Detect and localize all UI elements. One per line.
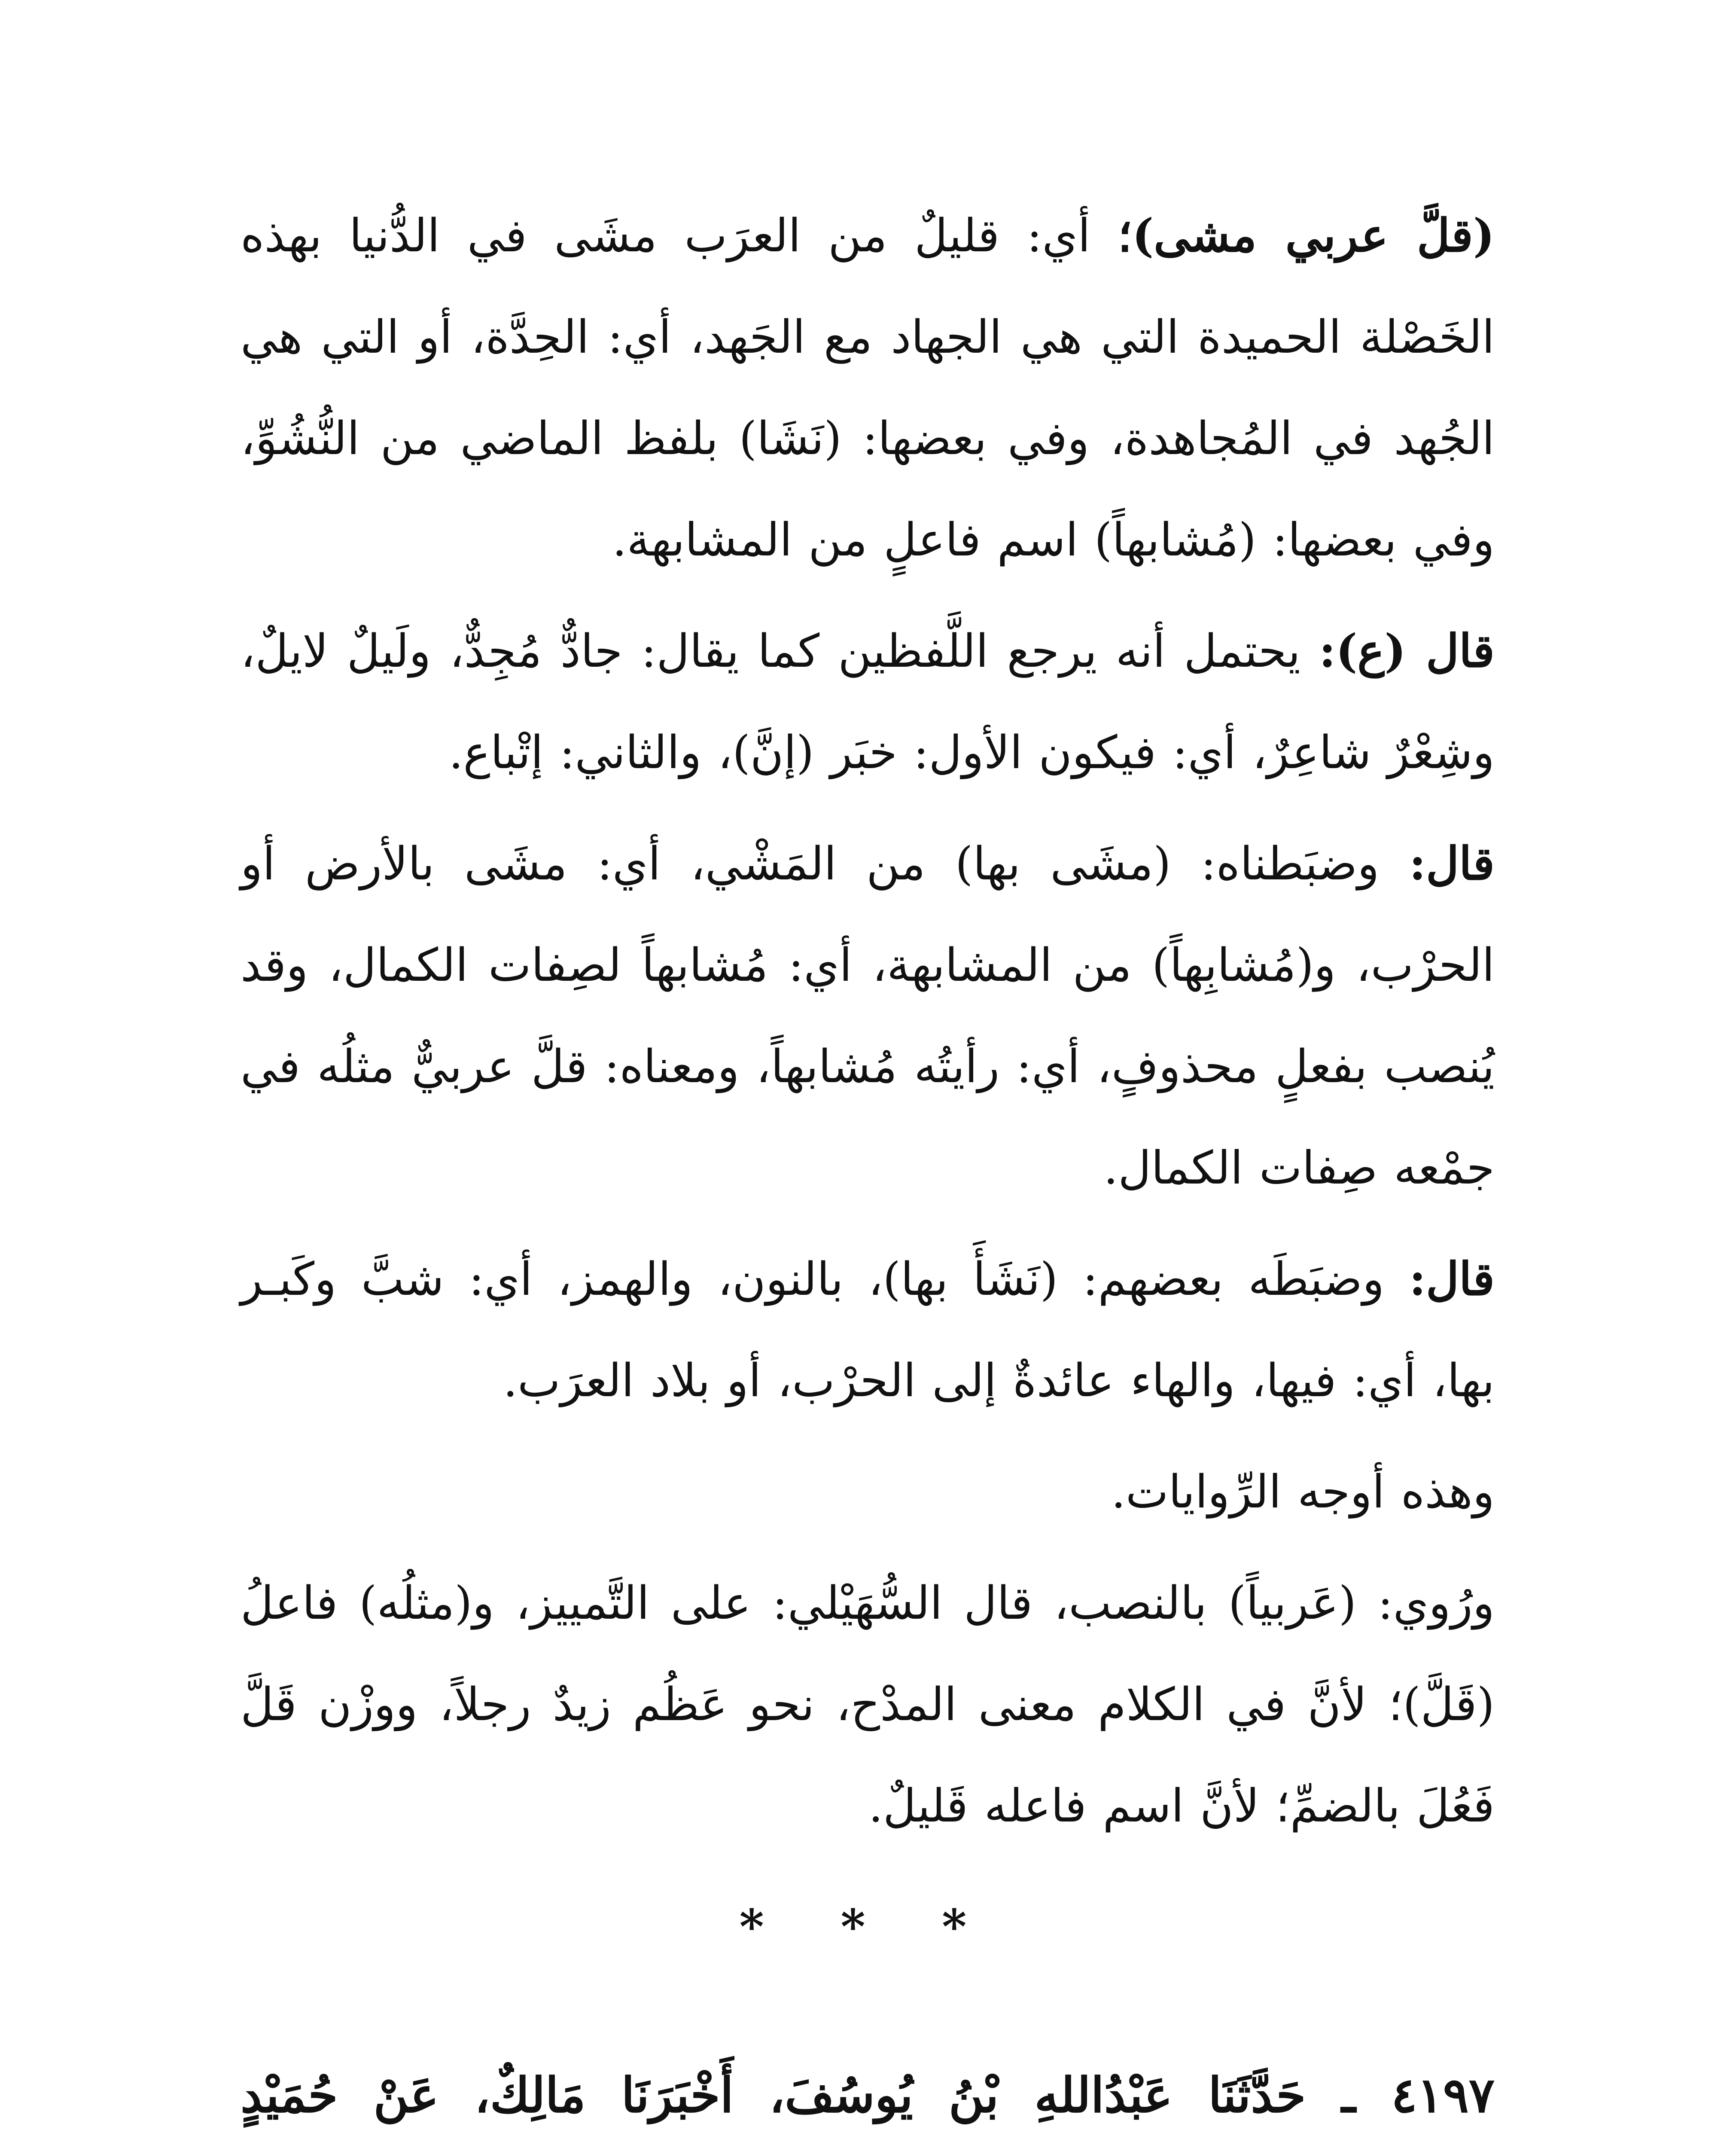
paragraph-2 <box>241 600 1495 803</box>
paragraph-5 <box>241 1441 1495 1543</box>
commentary-text <box>241 185 1495 1866</box>
paragraph-3 <box>241 813 1495 1219</box>
paragraph-3-text: وضبَطناه: (مشَى بها) من المَشْي، أي: مشَى بالأرض أو الحرْب، و(مُشابِهاً) من المشابهة، أي: مُشابهاً لصِفات الكمال، وقد يُنصب بفعلٍ محذوفٍ، أي: رأيتُه مُشابهاً، ومعناه: قلَّ عربيٌّ مثلُه في جمْعه صِفات الكمال. <box>241 837 1495 1194</box>
paragraph-4 <box>241 1228 1495 1431</box>
paragraph-2-text: يحتمل أنه يرجع اللَّفظين كما يقال: جادٌّ مُجِدٌّ، ولَيلٌ لايلٌ، وشِعْرٌ شاعِرٌ، أي: فيكون الأول: خبَر (إنَّ)، والثاني: إتْباع. <box>241 625 1495 779</box>
paragraph-5-text: وهذه أوجه الرِّوايات. <box>1111 1465 1495 1518</box>
paragraph-6-text: ورُوي: (عَربياً) بالنصب، قال السُّهَيْلي: على التَّمييز، و(مثلُه) فاعلُ (قَلَّ)؛ لأنَّ في الكلام معنى المدْح، نحو عَظُم زيدٌ رجلاً، ووزْن قَلَّ فَعُلَ بالضمِّ؛ لأنَّ اسم فاعله قَليلٌ. <box>241 1577 1495 1832</box>
hadith-text <box>241 2045 1495 2148</box>
section-separator: * * * <box>739 1899 997 1954</box>
paragraph-3-lead: قال: <box>1409 836 1495 890</box>
paragraph-2-lead: قال (ع): <box>1319 624 1495 677</box>
hadith-number: ٤١٩٧ <box>1391 2067 1495 2124</box>
hadith-body: ـ حَدَّثَنَا عَبْدُاللهِ بْنُ يُوسُفَ، أَخْبَرَنَا مَالِكٌ، عَنْ حُمَيْدٍ <box>241 2067 1356 2124</box>
paragraph-1-text: أي: قليلٌ من العرَب مشَى في الدُّنيا بهذه الخَصْلة الحميدة التي هي الجهاد مع الجَهد، أي: الحِدَّة، أو التي هي الجُهد في المُجاهدة، وفي بعضها: (نَشَا) بلفظ الماضي من النُّشُوِّ، وفي بعضها: (مُشابهاً) اسم فاعلٍ من المشابهة. <box>241 209 1495 566</box>
paragraph-6 <box>241 1552 1495 1857</box>
paragraph-4-lead: قال: <box>1409 1252 1495 1306</box>
paragraph-1-lead: (قلَّ عربي مشى)؛ <box>1118 208 1495 262</box>
paragraph-1 <box>241 185 1495 591</box>
paragraph-4-text: وضبَطَه بعضهم: (نَشَأَ بها)، بالنون، والهمز، أي: شبَّ وكَبـر بها، أي: فيها، والهاء عائدةٌ إلى الحرْب، أو بلاد العرَب. <box>241 1253 1495 1407</box>
